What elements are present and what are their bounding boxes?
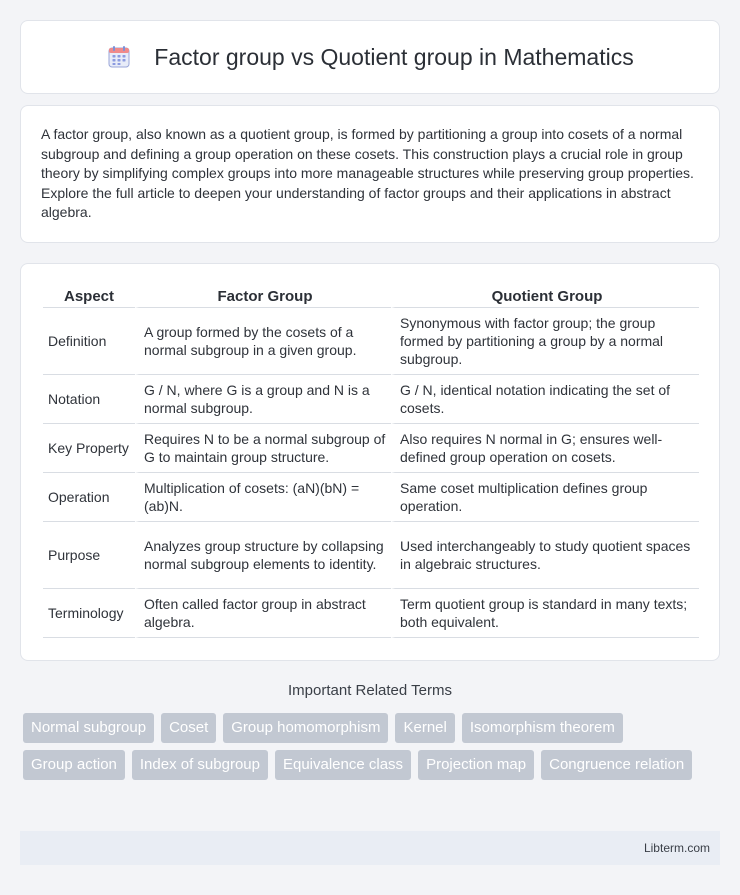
related-term-tag[interactable]: Normal subgroup bbox=[23, 713, 154, 743]
intro-card bbox=[20, 105, 720, 243]
quotient-cell: Term quotient group is standard in many texts; both equivalent. bbox=[391, 589, 699, 638]
quotient-cell: G / N, identical notation indicating the set of cosets. bbox=[391, 375, 699, 424]
factor-cell: Requires N to be a normal subgroup of G to maintain group structure. bbox=[135, 424, 391, 473]
factor-cell: Often called factor group in abstract algebra. bbox=[135, 589, 391, 638]
related-terms-title: Important Related Terms bbox=[288, 682, 452, 699]
quotient-cell: Also requires N normal in G; ensures well-defined group operation on cosets. bbox=[391, 424, 699, 473]
factor-cell: Multiplication of cosets: (aN)(bN) = (ab)N. bbox=[135, 473, 391, 522]
footer-site-link[interactable]: Libterm.com bbox=[643, 841, 710, 855]
aspect-cell: Definition bbox=[43, 308, 135, 375]
comparison-table bbox=[43, 284, 699, 638]
related-term-tag[interactable]: Index of subgroup bbox=[132, 750, 268, 780]
aspect-cell: Key Property bbox=[43, 424, 135, 473]
factor-cell: G / N, where G is a group and N is a normal subgroup. bbox=[135, 375, 391, 424]
related-term-tag[interactable]: Coset bbox=[161, 713, 216, 743]
calendar-icon bbox=[106, 44, 132, 70]
page-title: Factor group vs Quotient group in Mathematics bbox=[154, 43, 634, 70]
aspect-cell: Terminology bbox=[43, 589, 135, 638]
related-term-tag[interactable]: Group action bbox=[23, 750, 125, 780]
comparison-table-card bbox=[20, 263, 720, 661]
footer bbox=[20, 831, 720, 865]
quotient-cell: Used interchangeably to study quotient spaces in algebraic structures. bbox=[391, 522, 699, 589]
factor-cell: Analyzes group structure by collapsing normal subgroup elements to identity. bbox=[135, 522, 391, 589]
related-term-tag[interactable]: Group homomorphism bbox=[223, 713, 388, 743]
aspect-cell: Notation bbox=[43, 375, 135, 424]
related-term-tag[interactable]: Projection map bbox=[418, 750, 534, 780]
table-row bbox=[43, 375, 699, 424]
header-factor-group: Factor Group bbox=[135, 284, 391, 308]
table-row bbox=[43, 473, 699, 522]
related-term-tag[interactable]: Isomorphism theorem bbox=[462, 713, 623, 743]
header-aspect: Aspect bbox=[43, 284, 135, 308]
table-row bbox=[43, 308, 699, 375]
related-term-tag[interactable]: Congruence relation bbox=[541, 750, 692, 780]
quotient-cell: Same coset multiplication defines group operation. bbox=[391, 473, 699, 522]
header-quotient-group: Quotient Group bbox=[391, 284, 699, 308]
aspect-cell: Operation bbox=[43, 473, 135, 522]
header-card bbox=[20, 20, 720, 94]
related-terms-list bbox=[23, 713, 703, 780]
table-row bbox=[43, 424, 699, 473]
quotient-cell: Synonymous with factor group; the group formed by partitioning a group by a normal subgroup. bbox=[391, 308, 699, 375]
factor-cell: A group formed by the cosets of a normal subgroup in a given group. bbox=[135, 308, 391, 375]
table-row bbox=[43, 522, 699, 589]
aspect-cell: Purpose bbox=[43, 522, 135, 589]
intro-paragraph: A factor group, also known as a quotient group, is formed by partitioning a group into cosets of a normal subgroup and defining a group operation on these cosets. This construction plays a crucial role in group theory by simplifying complex groups into more manageable structures while preserving group properties. Explore the full article to deepen your understanding of factor groups and their applications in abstract algebra. bbox=[41, 126, 694, 220]
table-header-row bbox=[43, 284, 699, 308]
table-row bbox=[43, 589, 699, 638]
related-term-tag[interactable]: Kernel bbox=[395, 713, 454, 743]
related-term-tag[interactable]: Equivalence class bbox=[275, 750, 411, 780]
